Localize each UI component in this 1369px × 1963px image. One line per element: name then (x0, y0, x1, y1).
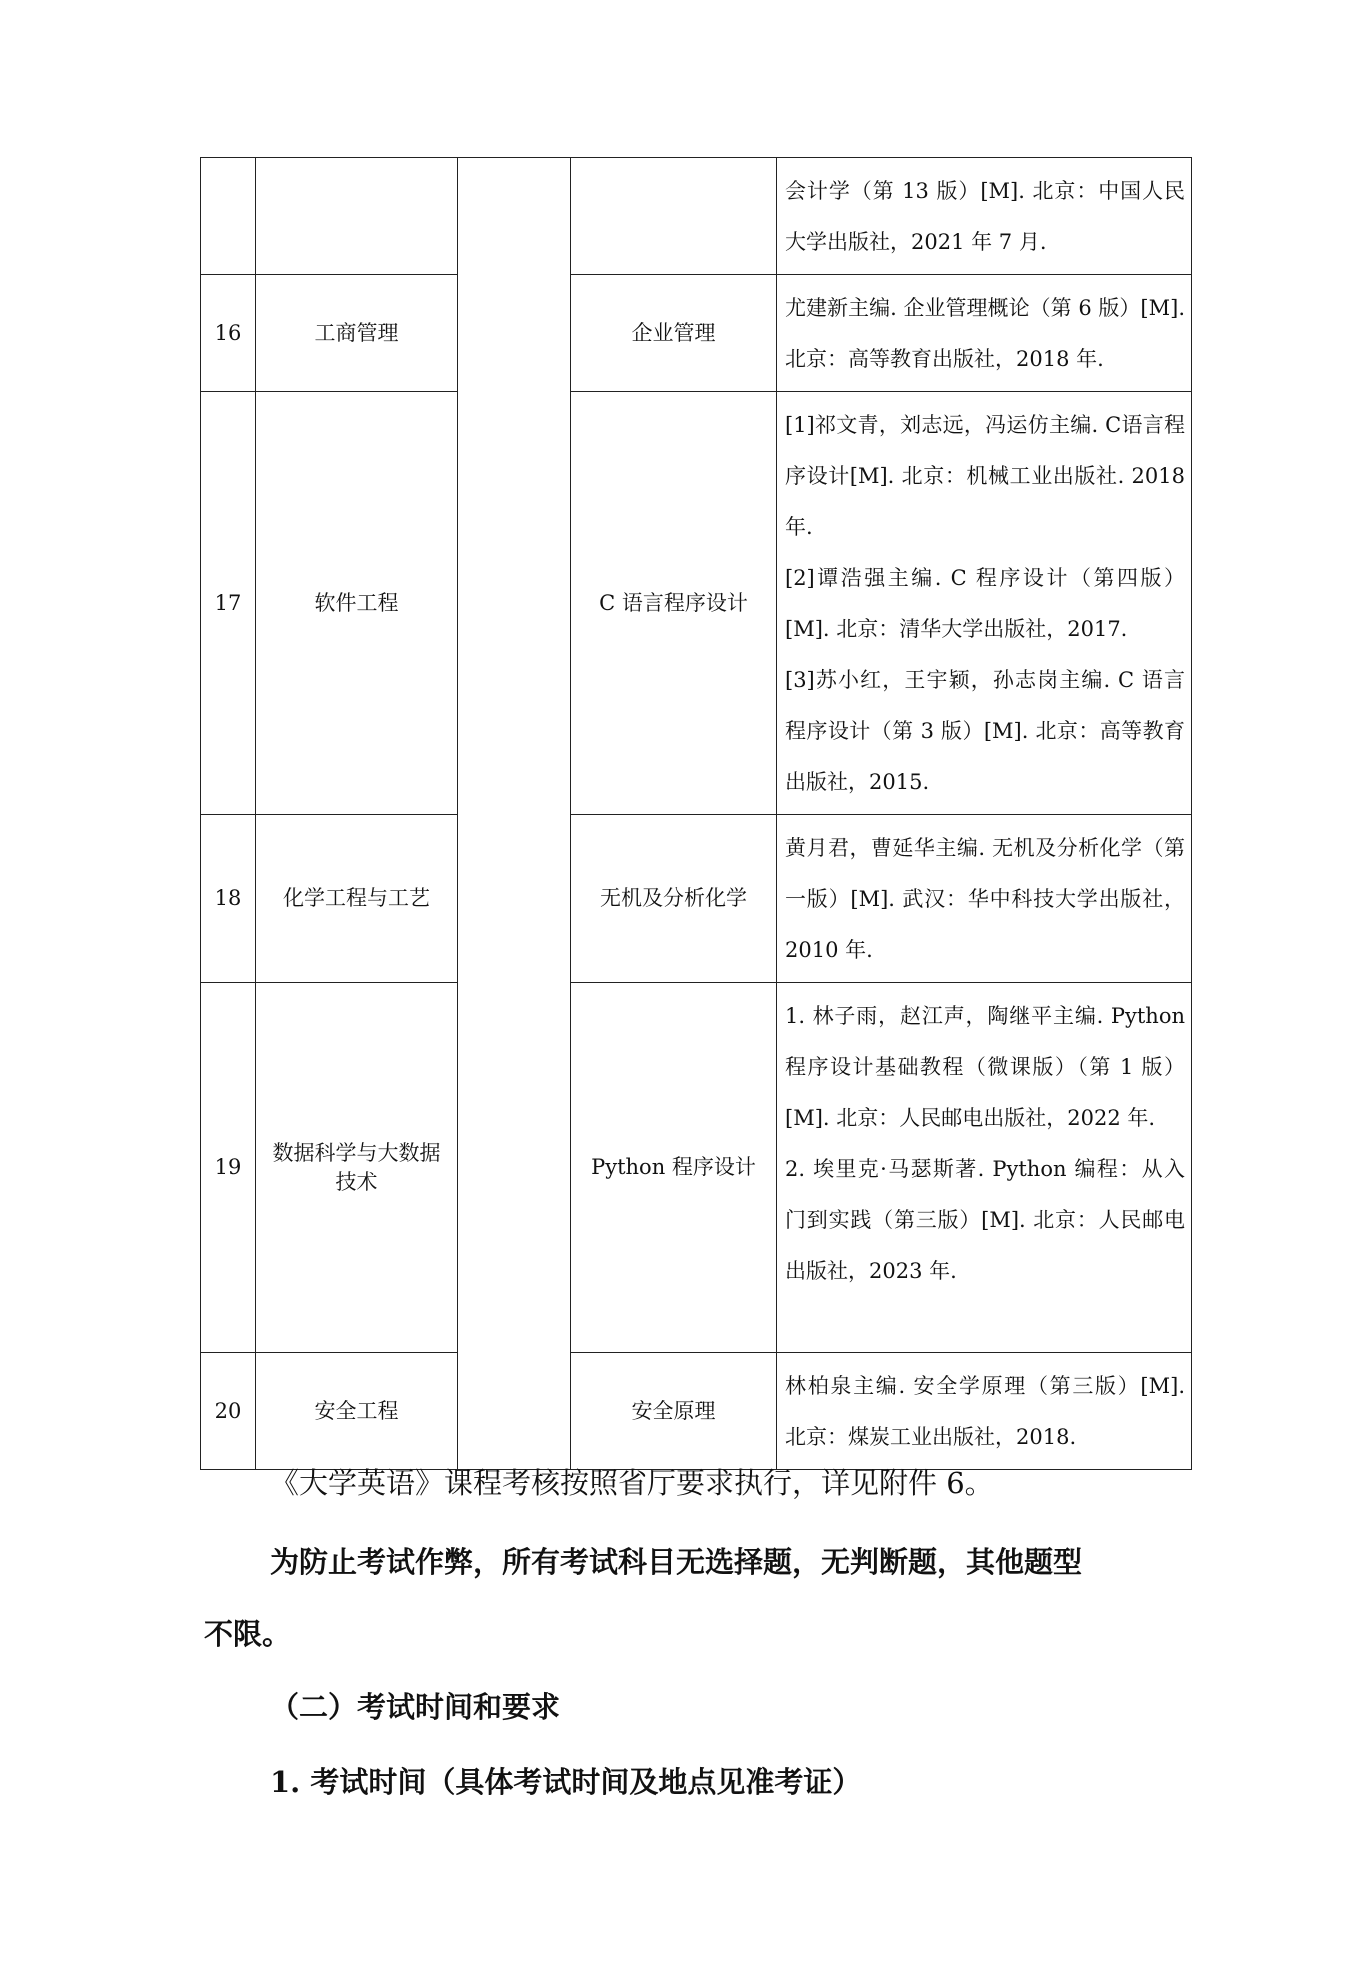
row-number: 20 (201, 1353, 256, 1470)
reference-cell (777, 392, 1192, 815)
reference-cell (777, 815, 1192, 983)
major-name: 工商管理 (256, 275, 458, 392)
table-row (201, 983, 1192, 1353)
row-number: 17 (201, 392, 256, 815)
table-row (201, 158, 1192, 275)
reference-entry: 林柏泉主编. 安全学原理（第三版）[M]. 北京：煤炭工业出版社，2018. (785, 1374, 1185, 1449)
reference-entry: [3]苏小红，王宇颖，孙志岗主编. C 语言程序设计（第 3 版）[M]. 北京：高等教育出版社，2015. (785, 668, 1185, 794)
subsection-heading: 1. 考试时间（具体考试时间及地点见准考证） (270, 1765, 862, 1799)
anti-cheat-paragraph-line-1: 为防止考试作弊，所有考试科目无选择题，无判断题，其他题型 (270, 1545, 1083, 1579)
reference-cell (777, 275, 1192, 392)
major-name: 数据科学与大数据技术 (256, 983, 458, 1353)
table-row (201, 275, 1192, 392)
merged-blank-column (458, 158, 571, 1470)
course-name (571, 158, 777, 275)
major-name (256, 158, 458, 275)
course-reference-table (200, 157, 1192, 1470)
reference-entry: 2. 埃里克·马瑟斯著. Python 编程：从入门到实践（第三版）[M]. 北京：人民邮电出版社，2023 年. (785, 1157, 1185, 1283)
course-name: 无机及分析化学 (571, 815, 777, 983)
section-heading: （二）考试时间和要求 (270, 1690, 561, 1724)
major-name: 安全工程 (256, 1353, 458, 1470)
course-name: 安全原理 (571, 1353, 777, 1470)
reference-entry: 尤建新主编. 企业管理概论（第 6 版）[M]. 北京：高等教育出版社，2018 年. (785, 296, 1185, 371)
reference-entry: 1. 林子雨，赵江声，陶继平主编. Python 程序设计基础教程（微课版）（第 1 版）[M]. 北京：人民邮电出版社，2022 年. (785, 1004, 1185, 1130)
course-name: C 语言程序设计 (571, 392, 777, 815)
row-number: 18 (201, 815, 256, 983)
row-number: 16 (201, 275, 256, 392)
reference-entry: 会计学（第 13 版）[M]. 北京：中国人民大学出版社，2021 年 7 月. (785, 179, 1185, 254)
major-name: 化学工程与工艺 (256, 815, 458, 983)
course-name: 企业管理 (571, 275, 777, 392)
anti-cheat-paragraph-line-2: 不限。 (204, 1617, 292, 1651)
row-number: 19 (201, 983, 256, 1353)
table-row (201, 1353, 1192, 1470)
table-row (201, 392, 1192, 815)
row-number (201, 158, 256, 275)
major-name: 软件工程 (256, 392, 458, 815)
table-row (201, 815, 1192, 983)
reference-entry: 黄月君，曹延华主编. 无机及分析化学（第一版）[M]. 武汉：华中科技大学出版社，2010 年. (785, 836, 1185, 962)
english-exam-note: 《大学英语》课程考核按照省厅要求执行，详见附件 6。 (270, 1466, 994, 1500)
reference-cell (777, 1353, 1192, 1470)
reference-entry: [1]祁文青，刘志远，冯运仿主编. C语言程序设计[M]. 北京：机械工业出版社. 2018年. (785, 413, 1185, 539)
course-name: Python 程序设计 (571, 983, 777, 1353)
reference-cell (777, 158, 1192, 275)
reference-entry: [2]谭浩强主编. C 程序设计（第四版）[M]. 北京：清华大学出版社，2017. (785, 566, 1185, 641)
reference-cell (777, 983, 1192, 1353)
